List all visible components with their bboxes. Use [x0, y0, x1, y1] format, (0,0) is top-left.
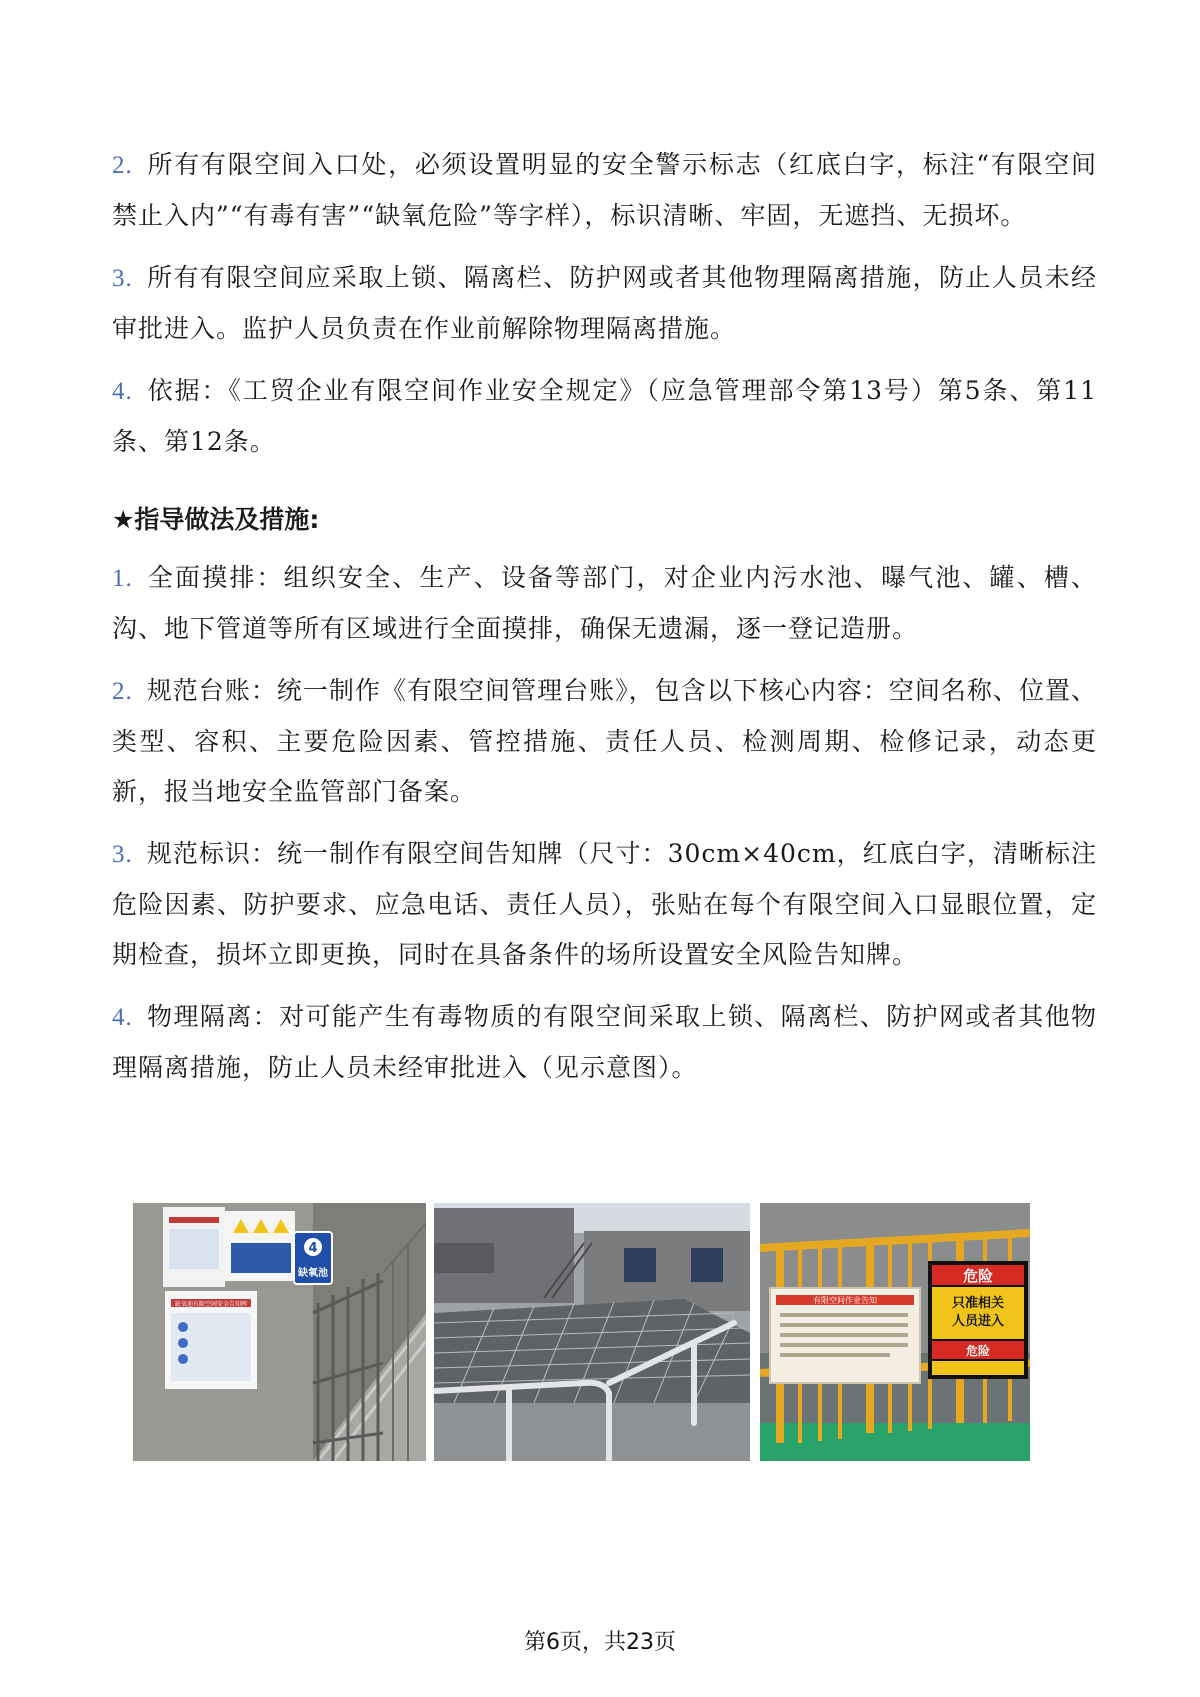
- list-item-number: 3.: [112, 841, 133, 868]
- photo-mesh-covered-tanks: [434, 1203, 750, 1461]
- notice-title: 有限空间作业告知: [813, 1296, 877, 1305]
- section-heading: ★指导做法及措施:: [112, 505, 320, 534]
- illustration-photos: [133, 1203, 1113, 1461]
- list-item-text: 规范台账：统一制作《有限空间管理台账》，包含以下核心内容：空间名称、位置、类型、容积、主要危险因素、管控措施、责任人员、检测周期、检修记录，动态更新，报当地安全监管部门备案。: [112, 676, 1097, 806]
- list-item: [112, 992, 1097, 1093]
- photo-anoxic-tank-gate: [133, 1203, 426, 1461]
- list-item-number: 1.: [112, 565, 133, 592]
- danger-sign-top: 危险: [962, 1267, 994, 1285]
- list-item: [112, 829, 1097, 980]
- list-item-text: 物理隔离：对可能产生有毒物质的有限空间采取上锁、隔离栏、防护网或者其他物理隔离措施，防止人员未经审批进入（见示意图）。: [112, 1002, 1097, 1082]
- list-item-number: 3.: [112, 265, 133, 292]
- list-item-number: 4.: [112, 1004, 133, 1031]
- list-item-text: 所有有限空间应采取上锁、隔离栏、防护网或者其他物理隔离措施，防止人员未经审批进入。监护人员负责在作业前解除物理隔离措施。: [112, 263, 1097, 343]
- list-item-text: 规范标识：统一制作有限空间告知牌（尺寸：30cm×40cm，红底白字，清晰标注危险因素、防护要求、应急电话、责任人员），张贴在每个有限空间入口显眼位置，定期检查，损坏立即更换，同时在具备条件的场所设置安全风险告知牌。: [112, 839, 1097, 969]
- danger-sign-bottom: 危险: [965, 1344, 991, 1358]
- list-item: [112, 140, 1097, 241]
- danger-sign-line-1: 只准相关: [951, 1296, 1005, 1311]
- list-item-text: 全面摸排：组织安全、生产、设备等部门，对企业内污水池、曝气池、罐、槽、沟、地下管道等所有区域进行全面摸排，确保无遗漏，逐一登记造册。: [112, 563, 1097, 643]
- danger-sign-line-2: 人员进入: [951, 1314, 1005, 1329]
- requirements-list: [112, 140, 1097, 467]
- list-item: [112, 366, 1097, 467]
- page-footer: 第6页，共23页: [524, 1630, 676, 1655]
- poster-title: 缺氧池有限空间安全告知牌: [174, 1301, 248, 1308]
- photo-yellow-barrier-danger-sign: [760, 1203, 1030, 1461]
- measures-list: [112, 553, 1097, 1093]
- document-body: [112, 140, 1097, 1105]
- list-item-number: 2.: [112, 152, 133, 179]
- sign-text: 缺氧池: [298, 1268, 328, 1279]
- sign-number: 4: [308, 1241, 318, 1256]
- list-item-text: 依据：《工贸企业有限空间作业安全规定》（应急管理部令第13号）第5条、第11条、第12条。: [112, 376, 1097, 456]
- list-item-text: 所有有限空间入口处，必须设置明显的安全警示标志（红底白字，标注“有限空间 禁止入内”“有毒有害”“缺氧危险”等字样），标识清晰、牢固，无遮挡、无损坏。: [112, 150, 1097, 230]
- list-item: [112, 253, 1097, 354]
- list-item: [112, 666, 1097, 817]
- list-item-number: 4.: [112, 378, 133, 405]
- list-item-number: 2.: [112, 678, 133, 705]
- list-item: [112, 553, 1097, 654]
